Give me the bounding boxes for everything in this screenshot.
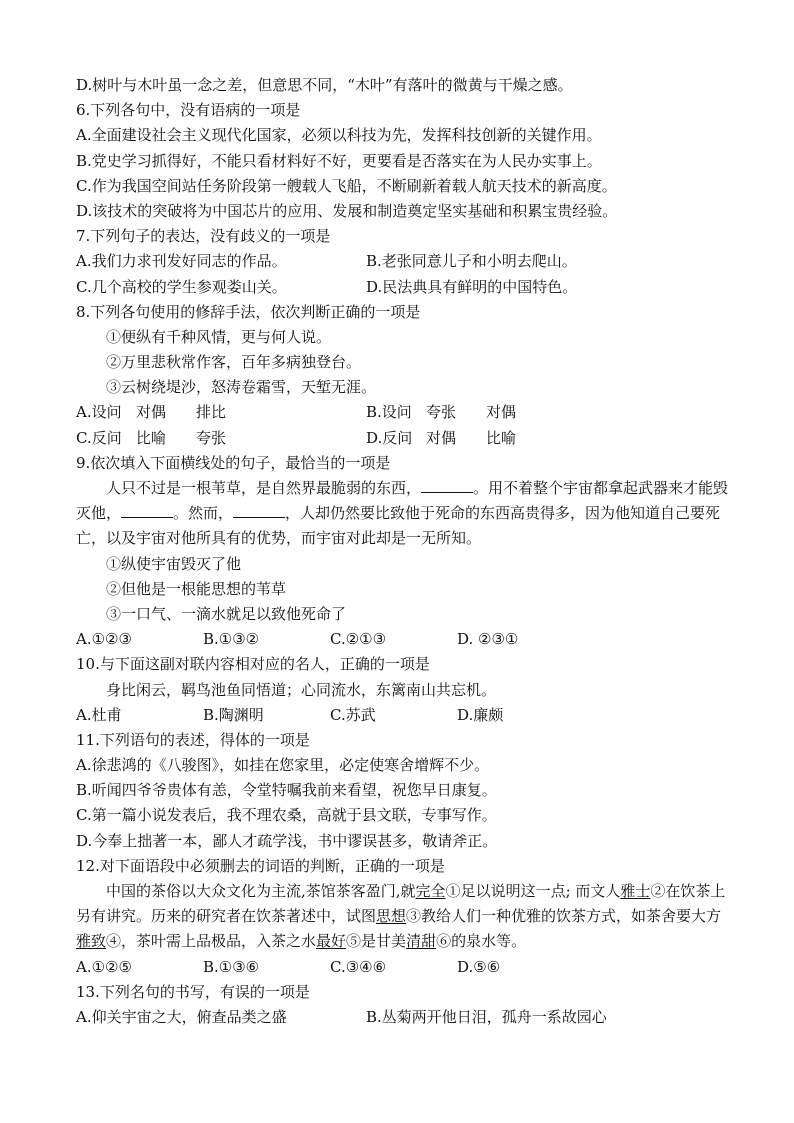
q12-underlined-word-4: 雅致	[76, 932, 107, 951]
q9-options-row	[76, 627, 736, 652]
q8-sentence-2: ②万里悲秋常作客，百年多病独登台。	[106, 353, 362, 372]
q13-option-a: A.仰关宇宙之大，俯查品类之盛	[76, 1008, 287, 1027]
q8-option-d-1: D.反问	[366, 428, 413, 447]
q10-couplet: 身比闲云，羁鸟池鱼同悟道；心同流水，东篱南山共忘机。	[106, 680, 497, 699]
q9-option-a: A.①②③	[76, 630, 132, 649]
q9-passage-part-4: ，人却仍然要比致他于死命的东西高贵得多，因为他知道自己要死亡，以及宇宙对他所具有的优势，而宇宙对此却是一无所知。	[76, 504, 721, 548]
q9-sentence-2: ②但他是一根能思想的苇草	[106, 579, 287, 598]
q13-stem: 13.下列名句的书写，有误的一项是	[76, 982, 310, 1001]
q12-text-2: ①足以说明这一点; 而文人	[445, 882, 621, 901]
q12-text-6: ⑤是甘美	[346, 932, 407, 951]
q8-stem: 8.下列各句使用的修辞手法，依次判断正确的一项是	[76, 302, 421, 321]
q6-option-b: B.党史学习抓得好，不能只看材料好不好，更要看是否落实在为人民办实事上。	[76, 151, 602, 170]
q12-options-row	[76, 955, 736, 980]
q10-stem: 10.与下面这副对联内容相对应的名人，正确的一项是	[76, 655, 430, 674]
q12-underlined-word-5: 最好	[316, 932, 347, 951]
q12-text-5: ④，茶叶需上品极品，入茶之水	[106, 932, 317, 951]
q12-text-3: ②在饮茶上另有讲究。历来的研究者在饮茶著述中，试图	[76, 882, 726, 926]
q11-option-c: C.第一篇小说发表后，我不理农桑，高就于县文联，专事写作。	[76, 806, 497, 825]
q12-underlined-word-1: 完全	[415, 882, 446, 901]
q8-option-a-2: 对偶	[136, 403, 167, 422]
q8-sentence-3: ③云树绕堤沙，怒涛卷霜雪，天堑无涯。	[106, 378, 377, 397]
q12-passage	[76, 879, 736, 955]
q10-options-row	[76, 703, 736, 728]
q6-option-a: A.全面建设社会主义现代化国家，必须以科技为先，发挥科技创新的关键作用。	[76, 126, 602, 145]
q9-stem: 9.依次填入下面横线处的句子，最恰当的一项是	[76, 453, 391, 472]
q6-option-d: D.该技术的突破将为中国芯片的应用、发展和制造奠定坚实基础和积累宝贵经验。	[76, 201, 618, 220]
q12-text-1: 中国的茶俗以大众文化为主流,茶馆茶客盈门,就	[106, 882, 416, 901]
fill-blank-2	[121, 502, 173, 518]
q10-option-b: B.陶渊明	[203, 705, 264, 724]
q8-option-d	[366, 426, 516, 451]
q11-stem: 11.下列语句的表述，得体的一项是	[76, 730, 310, 749]
q9-option-d: D. ②③①	[457, 630, 519, 649]
q7-stem: 7.下列句子的表达，没有歧义的一项是	[76, 227, 331, 246]
q7-option-c: C.几个高校的学生参观娄山关。	[76, 277, 287, 296]
q9-passage	[76, 476, 736, 552]
q11-option-a: A.徐悲鸿的《八骏图》，如挂在您家里，必定使寒舍增辉不少。	[76, 756, 490, 775]
q8-option-c-2: 比喻	[136, 428, 167, 447]
q12-option-b: B.①③⑥	[203, 957, 260, 976]
q13-option-b: B.丛菊两开他日泪，孤舟一系故园心	[366, 1008, 607, 1027]
exam-page	[76, 73, 736, 1030]
q10-option-a: A.杜甫	[76, 705, 122, 724]
q9-passage-part-3: 。然而，	[173, 504, 234, 523]
q9-sentence-3: ③一口气、一滴水就足以致他死命了	[106, 604, 347, 623]
q9-passage-part-2: 。用不着整个宇宙都拿起武器来才能毁灭他，	[76, 479, 729, 523]
q8-options-row-1	[76, 400, 736, 425]
q6-option-c: C.作为我国空间站任务阶段第一艘载人飞船，不断刷新着载人航天技术的新高度。	[76, 176, 617, 195]
q8-option-b	[366, 400, 516, 425]
q13-options-row	[76, 1005, 736, 1030]
q12-underlined-word-3: 思想	[376, 907, 407, 926]
q11-option-b: B.听闻四爷爷贵体有恙，令堂特嘱我前来看望，祝您早日康复。	[76, 781, 497, 800]
q8-option-a-3: 排比	[196, 403, 227, 422]
q12-underlined-word-6: 清甜	[406, 932, 437, 951]
q8-option-a	[76, 400, 366, 425]
q11-option-d: D.今奉上拙著一本，鄙人才疏学浅，书中谬误甚多，敬请斧正。	[76, 831, 498, 850]
q8-option-b-3: 对偶	[486, 403, 517, 422]
q12-underlined-word-2: 雅士	[620, 882, 651, 901]
q8-option-c-3: 夸张	[196, 428, 227, 447]
q8-option-c-1: C.反问	[76, 428, 122, 447]
q8-option-d-2: 对偶	[426, 428, 457, 447]
fill-blank-1	[421, 477, 473, 493]
q12-option-a: A.①②⑤	[76, 957, 132, 976]
q10-option-d: D.廉颇	[457, 705, 504, 724]
q8-option-b-2: 夸张	[426, 403, 457, 422]
q10-option-c: C.苏武	[330, 705, 376, 724]
q8-sentence-1: ①便纵有千种风情，更与何人说。	[106, 327, 332, 346]
q8-option-b-1: B.设问	[366, 403, 412, 422]
q5-option-d: D.树叶与木叶虽一念之差，但意思不同，“木叶”有落叶的微黄与干燥之感。	[76, 76, 573, 94]
q8-options-row-2	[76, 426, 736, 451]
q8-option-a-1: A.设问	[76, 403, 122, 422]
q9-sentence-1: ①纵使宇宙毁灭了他	[106, 554, 242, 573]
q9-option-b: B.①③②	[203, 630, 260, 649]
q7-option-a: A.我们力求刊发好同志的作品。	[76, 252, 287, 271]
q12-text-4: ③教给人们一种优雅的饮茶方式，如茶舍要大方	[406, 907, 722, 926]
q9-passage-part-1: 人只不过是一根苇草，是自然界最脆弱的东西，	[106, 479, 422, 497]
fill-blank-3	[233, 502, 285, 518]
q8-option-c	[76, 426, 366, 451]
q6-stem: 6.下列各句中，没有语病的一项是	[76, 101, 301, 120]
q7-option-b: B.老张同意儿子和小明去爬山。	[366, 252, 577, 271]
q12-stem: 12.对下面语段中必须删去的词语的判断，正确的一项是	[76, 856, 445, 875]
q12-text-7: ⑥的泉水等。	[436, 932, 527, 951]
q7-options-row-2	[76, 275, 736, 300]
q12-option-d: D.⑤⑥	[457, 957, 501, 976]
q7-option-d: D.民法典具有鲜明的中国特色。	[366, 277, 578, 296]
q12-option-c: C.③④⑥	[330, 957, 387, 976]
q8-option-d-3: 比喻	[486, 428, 517, 447]
q7-options-row-1	[76, 249, 736, 274]
q9-option-c: C.②①③	[330, 630, 387, 649]
